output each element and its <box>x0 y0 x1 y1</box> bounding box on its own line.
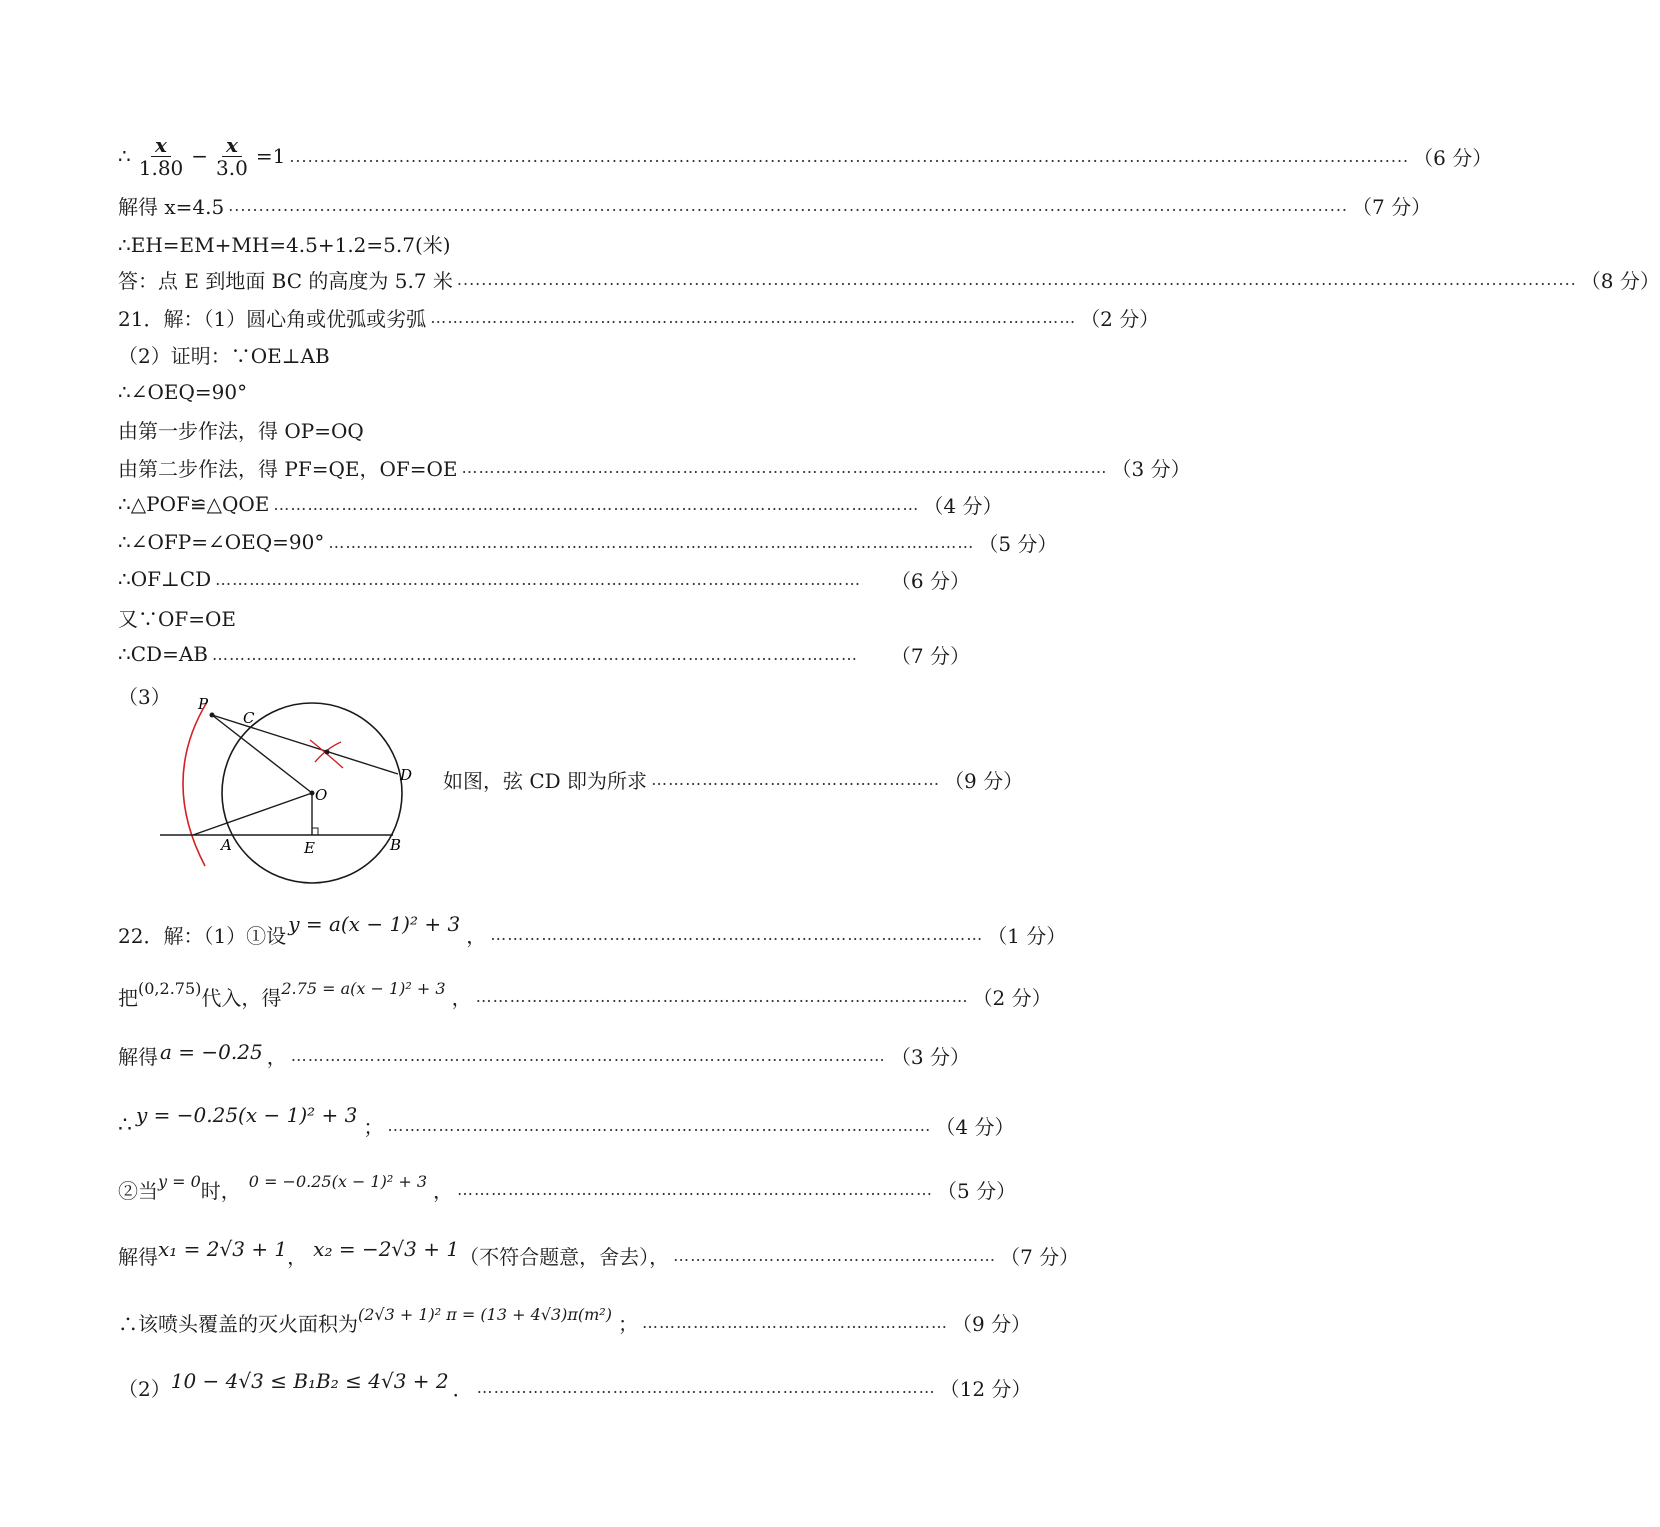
line-text: ②当 <box>118 1178 158 1203</box>
score-label: （9 分） <box>944 768 1024 793</box>
answer-line-24 <box>118 1366 1032 1408</box>
answer-line-12 <box>118 562 970 596</box>
range-expression: 10 − 4√3 ≤ B₁B₂ ≤ 4√3 + 2 <box>170 1369 449 1393</box>
math-expression: 0 = −0.25(x − 1)² + 3 <box>248 1171 428 1191</box>
line-text: （2） <box>118 1376 171 1401</box>
answer-line-17 <box>118 912 1067 956</box>
point-f <box>325 750 330 755</box>
label-c: C <box>243 709 255 727</box>
score-label: （4 分） <box>935 1114 1015 1139</box>
answer-line-3 <box>118 226 970 260</box>
leader-dots: ........................................................................................................................................................................................ <box>228 195 1349 215</box>
leader-dots: ………………………………………………………………………… <box>457 1179 934 1199</box>
root-x2: x₂ = −2√3 + 1 <box>313 1237 460 1261</box>
line-text: ∴CD=AB <box>118 642 208 666</box>
answer-line-6 <box>118 337 970 371</box>
score-label: （3 分） <box>1111 456 1191 481</box>
score-label: （1 分） <box>987 923 1067 948</box>
math-expression: a = −0.25 <box>160 1040 263 1064</box>
geometry-diagram <box>155 690 420 890</box>
leader-dots: ........................................................................................................................................................................................ <box>289 146 1410 166</box>
leader-dots: …………………………………………………………………………………………………… <box>461 457 1108 477</box>
leader-dots: …………………………………………………………………………………………………… <box>215 569 862 589</box>
math-expression: 2.75 = a(x − 1)² + 3 <box>281 978 446 998</box>
answer-line-4 <box>118 262 1660 296</box>
score-label: （4 分） <box>923 493 1003 518</box>
line-text: ∴∠OEQ=90° <box>118 380 248 404</box>
label-e: E <box>304 839 315 857</box>
math-expression: y = −0.25(x − 1)² + 3 <box>136 1103 358 1127</box>
answer-line-1 <box>118 128 1493 184</box>
minus-sign: − <box>191 144 209 168</box>
line-text: ∴∠OFP=∠OEQ=90° <box>118 530 325 554</box>
score-label: （5 分） <box>937 1178 1017 1203</box>
score-label: （7 分） <box>890 643 970 668</box>
fraction-x-over-3-0: $\frac{x}{3.0}$ <box>216 132 248 180</box>
leader-dots: …………………………………………………………………………………………………… <box>328 532 975 552</box>
label-d: D <box>400 766 413 784</box>
therefore-symbol: ∴ <box>118 144 131 168</box>
score-label: （2 分） <box>972 985 1052 1010</box>
leader-dots: …………………………………………………………………………… <box>490 924 984 944</box>
answer-line-23 <box>118 1300 1032 1344</box>
line-text: 又∵OF=OE <box>118 606 237 631</box>
score-label: （5 分） <box>978 531 1058 556</box>
line-text: 解得 <box>118 1044 158 1069</box>
label-p: P <box>198 695 209 713</box>
math-expression: y = a(x − 1)² + 3 <box>288 912 461 936</box>
comma: ， <box>451 985 472 1010</box>
area-expression: (2√3 + 1)² π = (13 + 4√3)π(m²) <box>358 1304 612 1324</box>
answer-line-5 <box>118 300 1160 334</box>
answer-line-20 <box>118 1102 1015 1148</box>
right-angle-mark <box>312 828 318 835</box>
answer-line-11 <box>118 525 1058 559</box>
line-text: ∴OF⊥CD <box>118 567 212 591</box>
comma: ， <box>433 1178 454 1203</box>
answer-line-19 <box>118 1036 970 1074</box>
line-text: 如图，弦 CD 即为所求 <box>443 768 648 793</box>
line-text: 由第二步作法，得 PF=QE，OF=OE <box>118 456 458 481</box>
label-a: A <box>221 836 232 854</box>
equals-one: =1 <box>255 144 286 168</box>
point-coordinates: (0,2.75) <box>138 978 202 998</box>
root-x1: x₁ = 2√3 + 1 <box>158 1237 288 1261</box>
score-label: （9 分） <box>951 1311 1032 1336</box>
comma: ， <box>287 1244 308 1269</box>
label-b: B <box>390 836 402 854</box>
point-o <box>310 791 315 796</box>
answer-line-13 <box>118 600 970 634</box>
line-text: 21．解：（1）圆心角或优弧或劣弧 <box>118 306 427 331</box>
semicolon: ； <box>363 1114 384 1139</box>
score-label: （7 分） <box>1000 1244 1080 1269</box>
score-label: （2 分） <box>1080 306 1160 331</box>
note-text: （不符合题意，舍去）， <box>459 1244 670 1269</box>
answer-line-9 <box>118 450 1191 484</box>
fraction-x-over-1-80: $\frac{x}{1.80}$ <box>138 132 184 180</box>
score-label: （6 分） <box>1413 145 1493 170</box>
red-construction-arc <box>183 702 207 866</box>
answer-line-21 <box>118 1168 1017 1210</box>
score-label: （8 分） <box>1580 268 1660 293</box>
line-text: 22．解：（1）①设 <box>118 923 287 948</box>
leader-dots: …………………………………………………………………………………………………… <box>211 644 858 664</box>
condition-expression: y = 0 <box>158 1171 201 1191</box>
semicolon: ； <box>617 1311 638 1336</box>
answer-line-22 <box>118 1234 1080 1276</box>
leader-dots: ……………………………………………………………………… <box>476 1377 936 1397</box>
leader-dots: …………………………………………………………………………………… <box>387 1115 932 1135</box>
answer-line-16 <box>443 762 1024 796</box>
leader-dots: …………………………………………………………………………………………………… <box>430 307 1077 327</box>
line-text: 代入，得 <box>201 985 282 1010</box>
line-text: ∴△POF≌△QOE <box>118 492 270 516</box>
leader-dots: …………………………………………………………………………… <box>475 986 969 1006</box>
line-text: 答：点 E 到地面 BC 的高度为 5.7 米 <box>118 268 453 293</box>
leader-dots: …………………………………………………………………………………………………… <box>273 494 920 514</box>
line-text: （3） <box>118 684 171 709</box>
leader-dots: …………………………………………………………………………………………… <box>290 1045 886 1065</box>
score-label: （6 分） <box>890 568 970 593</box>
line-po <box>212 715 312 793</box>
answer-line-8 <box>118 412 970 446</box>
score-label: （7 分） <box>1352 194 1432 219</box>
comma: ， <box>266 1044 287 1069</box>
label-o: O <box>315 786 328 804</box>
answer-line-14 <box>118 637 970 671</box>
answer-line-10 <box>118 487 1003 521</box>
line-text: 解得 x=4.5 <box>118 194 225 219</box>
score-label: （3 分） <box>890 1044 970 1069</box>
line-text: （2）证明：∵OE⊥AB <box>118 343 330 368</box>
point-p <box>210 713 215 718</box>
answer-line-18 <box>118 974 1052 1018</box>
score-label: （12 分） <box>939 1376 1032 1401</box>
leader-dots: ……………………………………………… <box>641 1312 948 1332</box>
answer-line-7 <box>118 375 970 409</box>
line-text: ∴ <box>118 1112 132 1138</box>
leader-dots: …………………………………………… <box>651 769 941 789</box>
comma: ， <box>466 923 487 948</box>
line-text: 解得 <box>118 1244 158 1269</box>
line-text: 时， <box>200 1178 241 1203</box>
answer-line-2 <box>118 188 1432 222</box>
line-text: ∴EH=EM+MH=4.5+1.2=5.7(米) <box>118 232 451 257</box>
line-text: 把 <box>118 985 138 1010</box>
line-oq <box>193 793 312 835</box>
line-text: ∴该喷头覆盖的灭火面积为 <box>118 1311 358 1336</box>
period: ． <box>452 1376 473 1401</box>
leader-dots: ………………………………………………… <box>673 1245 997 1265</box>
leader-dots: ........................................................................................................................................................................................ <box>456 269 1577 289</box>
line-text: 由第一步作法，得 OP=OQ <box>118 418 364 443</box>
